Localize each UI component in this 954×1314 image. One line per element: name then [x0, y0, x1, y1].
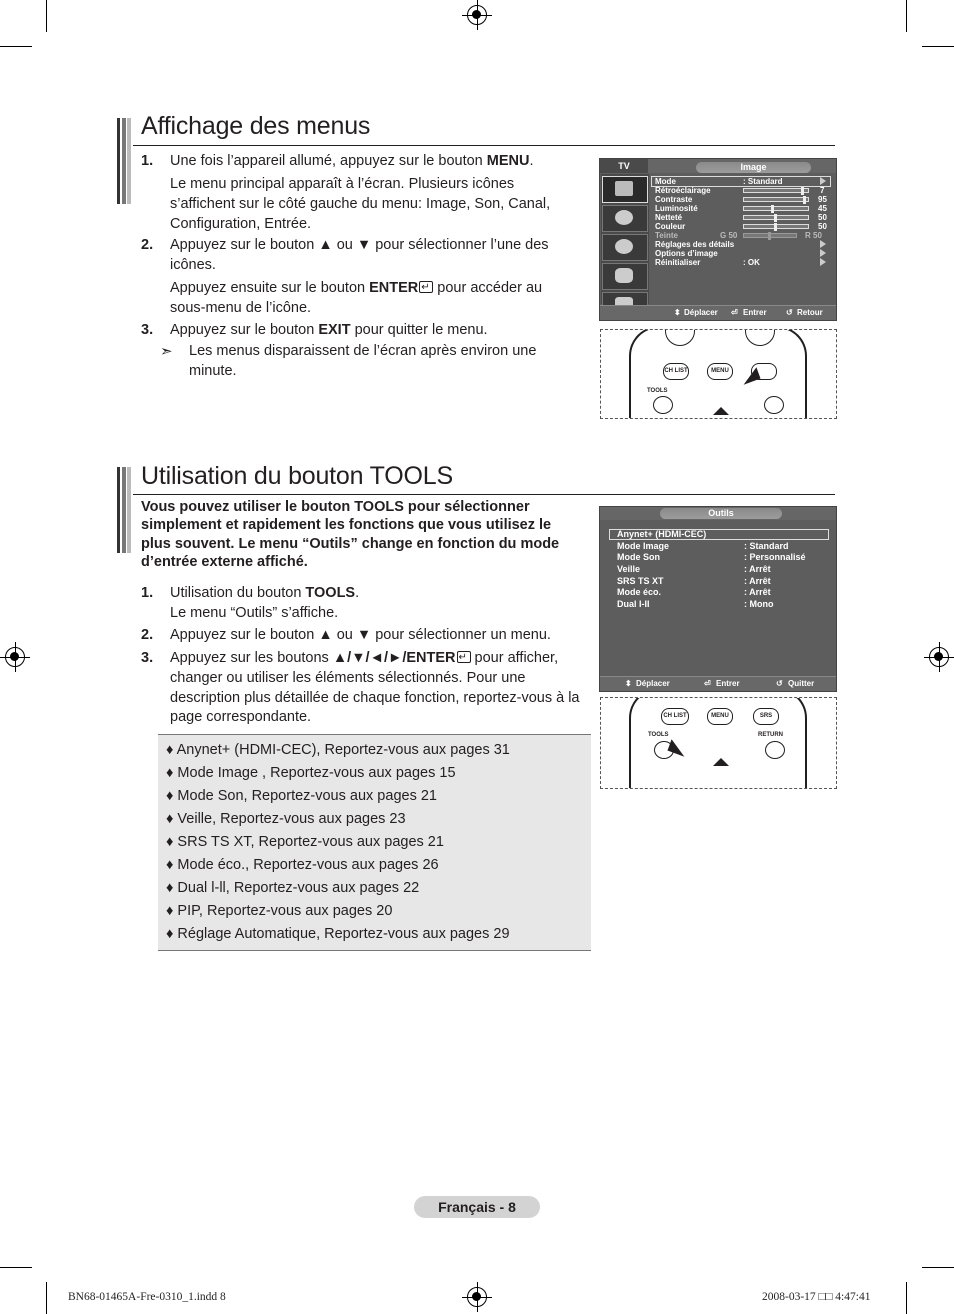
- footer-enter: Entrer: [716, 679, 740, 688]
- step-number: 2.: [141, 237, 154, 253]
- crop-mark: [0, 1267, 32, 1268]
- tools-row-label[interactable]: Anynet+ (HDMI-CEC): [617, 529, 707, 539]
- channel-icon[interactable]: [602, 234, 648, 261]
- list-item: ♦ SRS TS XT, Reportez-vous aux pages 21: [166, 834, 444, 850]
- tools-row-value: : Personnalisé: [744, 552, 806, 562]
- tv-image-menu: [599, 158, 837, 321]
- return-icon: ↺: [786, 308, 793, 317]
- menu-row-label[interactable]: Réinitialiser: [655, 258, 701, 267]
- menu-row-label[interactable]: Couleur: [655, 222, 686, 231]
- crop-mark: [922, 1267, 954, 1268]
- slug-date: 2008-03-17 □□ 4:47:41: [762, 1291, 871, 1303]
- menu-row-label[interactable]: Netteté: [655, 213, 683, 222]
- tools-row-value: : Arrêt: [744, 587, 771, 597]
- menu-row-label[interactable]: Rétroéclairage: [655, 186, 711, 195]
- intro-text: Vous pouvez utiliser le bouton TOOLS pour sélectionner simplement et rapidement les fonctions que vous utilisez le plus souvent. Le menu “Outils” change en fonction du mode d’entrée externe affiché.: [141, 499, 560, 570]
- step-paragraph: Le menu principal apparaît à l’écran. Plusieurs icônes s’affichent sur le côté gauche du menu: Image, Son, Canal, Configuration, Entrée.: [170, 176, 551, 232]
- reference-list: [158, 734, 591, 951]
- footer-quit: Quitter: [788, 679, 815, 688]
- tools-button[interactable]: [653, 396, 673, 414]
- tools-row-label[interactable]: Mode Image: [617, 541, 670, 551]
- slider[interactable]: [743, 197, 809, 202]
- updown-icon: ⬍: [674, 308, 681, 317]
- value: 95: [818, 195, 827, 204]
- menu-row-label[interactable]: Mode: [655, 177, 676, 186]
- arrow-right-icon: [820, 177, 826, 185]
- value: 7: [820, 186, 825, 195]
- enter-icon: ⏎: [731, 308, 738, 317]
- footer-back: Retour: [797, 308, 823, 317]
- menu-tab: TV: [600, 159, 648, 173]
- return-icon: ↺: [776, 679, 783, 688]
- menu-row-value: : OK: [743, 258, 760, 267]
- enter-icon: [419, 281, 433, 293]
- tools-row-label[interactable]: SRS TS XT: [617, 576, 664, 586]
- list-item: ♦ Dual l-ll, Reportez-vous aux pages 22: [166, 880, 420, 896]
- menu-title: Image: [696, 162, 811, 173]
- value: R 50: [805, 231, 822, 240]
- menu-button[interactable]: MENU: [707, 363, 733, 380]
- list-item: ♦ PIP, Reportez-vous aux pages 20: [166, 903, 393, 919]
- enter-icon: ⏎: [704, 679, 711, 688]
- step-text: Appuyez sur le bouton ▲ ou ▼ pour sélectionner l’une des icônes.: [170, 237, 549, 273]
- tools-row-value: : Mono: [744, 599, 774, 609]
- menu-row-label[interactable]: Options d’image: [655, 249, 718, 258]
- up-arrow-icon: [713, 407, 729, 415]
- page-number-badge: Français - 8: [414, 1196, 540, 1218]
- arrow-right-icon: [820, 258, 826, 266]
- value: G 50: [720, 231, 738, 240]
- step-number: 3.: [141, 322, 154, 338]
- menu-row-label[interactable]: Luminosité: [655, 204, 698, 213]
- return-button[interactable]: [764, 396, 784, 414]
- crop-mark: [0, 46, 32, 47]
- list-item: ♦ Veille, Reportez-vous aux pages 23: [166, 811, 406, 827]
- value: 50: [818, 222, 827, 231]
- step-text: Appuyez sur le bouton ▲ ou ▼ pour sélectionner un menu.: [170, 627, 551, 643]
- setup-icon[interactable]: [602, 263, 648, 290]
- footer-move: Déplacer: [684, 308, 718, 317]
- up-arrow-icon: [713, 758, 729, 766]
- remote-illustration: [600, 329, 837, 419]
- section-title: Utilisation du bouton TOOLS: [141, 462, 453, 490]
- menu-title: Outils: [660, 508, 782, 519]
- footer-move: Déplacer: [636, 679, 670, 688]
- sound-icon[interactable]: [602, 205, 648, 232]
- list-item: ♦ Mode Image , Reportez-vous aux pages 15: [166, 765, 456, 781]
- image-icon[interactable]: [602, 176, 648, 203]
- step-text: Appuyez sur les boutons ▲/▼/◄/►/ENTER↵ pour afficher, changer ou utiliser les éléments sélectionnés. Pour une description plus détaillée de chaque fonction, reportez-vous à la page correspondante.: [170, 649, 590, 728]
- tools-row-label[interactable]: Veille: [617, 564, 641, 574]
- tools-row-value: : Arrêt: [744, 576, 771, 586]
- value: 45: [818, 204, 827, 213]
- slider[interactable]: [743, 224, 809, 229]
- slider[interactable]: [743, 188, 809, 193]
- step-text: Une fois l’appareil allumé, appuyez sur le bouton MENU.: [170, 153, 534, 169]
- step-number: 3.: [141, 650, 154, 666]
- list-item: ♦ Réglage Automatique, Reportez-vous aux pages 29: [166, 926, 510, 942]
- return-button[interactable]: [765, 741, 785, 759]
- enter-icon: [457, 651, 471, 663]
- section-bar: [117, 118, 131, 204]
- slug-filename: BN68-01465A-Fre-0310_1.indd 8: [68, 1291, 226, 1303]
- crop-mark: [906, 1282, 907, 1314]
- ch-list-button[interactable]: CH LIST: [661, 708, 689, 725]
- step-paragraph: Appuyez ensuite sur le bouton ENTER↵ pour accéder au sous-menu de l’icône.: [170, 279, 565, 319]
- registration-mark-icon: [929, 647, 949, 667]
- return-label: RETURN: [758, 732, 783, 738]
- list-item: ♦ Mode éco., Reportez-vous aux pages 26: [166, 857, 439, 873]
- list-item: ♦ Anynet+ (HDMI-CEC), Reportez-vous aux pages 31: [166, 742, 510, 758]
- crop-mark: [922, 46, 954, 47]
- menu-row-label[interactable]: Réglages des détails: [655, 240, 735, 249]
- section-rule: [133, 494, 835, 495]
- tools-label: TOOLS: [647, 388, 668, 394]
- list-item: ♦ Mode Son, Reportez-vous aux pages 21: [166, 788, 437, 804]
- note-text: Les menus disparaissent de l’écran après environ une minute.: [189, 343, 537, 379]
- step-number: 2.: [141, 627, 154, 643]
- crop-mark: [46, 1282, 47, 1314]
- note-arrow-icon: ➣: [160, 343, 173, 360]
- value: 50: [818, 213, 827, 222]
- tools-label: TOOLS: [648, 732, 669, 738]
- menu-row-label[interactable]: Teinte: [655, 231, 678, 240]
- srs-button[interactable]: SRS: [753, 708, 779, 725]
- menu-footer: [600, 676, 836, 691]
- tools-menu: [599, 506, 837, 692]
- tools-row-label[interactable]: Mode éco.: [617, 587, 662, 597]
- section-rule: [133, 145, 835, 146]
- registration-mark-icon: [467, 5, 487, 25]
- menu-sidebar: [601, 174, 649, 304]
- remote-illustration: [600, 697, 837, 789]
- step-number: 1.: [141, 585, 154, 601]
- slider[interactable]: [743, 206, 809, 211]
- menu-row-label[interactable]: Contraste: [655, 195, 693, 204]
- tools-row-label[interactable]: Mode Son: [617, 552, 660, 562]
- menu-footer: [600, 305, 836, 320]
- tools-row-label[interactable]: Dual I-II: [617, 599, 650, 609]
- menu-button[interactable]: MENU: [707, 708, 733, 725]
- section-title: Affichage des menus: [141, 112, 371, 140]
- updown-icon: ⬍: [625, 679, 632, 688]
- slider[interactable]: [743, 233, 797, 238]
- arrow-right-icon: [820, 249, 826, 257]
- footer-enter: Entrer: [743, 308, 767, 317]
- section-bar: [117, 467, 131, 553]
- registration-mark-icon: [5, 647, 25, 667]
- step-text: Utilisation du bouton TOOLS. Le menu “Outils” s’affiche.: [170, 585, 360, 621]
- registration-mark-icon: [467, 1287, 487, 1307]
- tools-row-value: : Standard: [744, 541, 789, 551]
- crop-mark: [46, 0, 47, 32]
- arrow-right-icon: [820, 240, 826, 248]
- step-text: Appuyez sur le bouton EXIT pour quitter le menu.: [170, 322, 488, 338]
- crop-mark: [906, 0, 907, 32]
- step-number: 1.: [141, 153, 154, 169]
- ch-list-button[interactable]: CH LIST: [663, 363, 689, 380]
- slider[interactable]: [743, 215, 809, 220]
- tools-row-value: : Arrêt: [744, 564, 771, 574]
- menu-row-value: : Standard: [743, 177, 783, 186]
